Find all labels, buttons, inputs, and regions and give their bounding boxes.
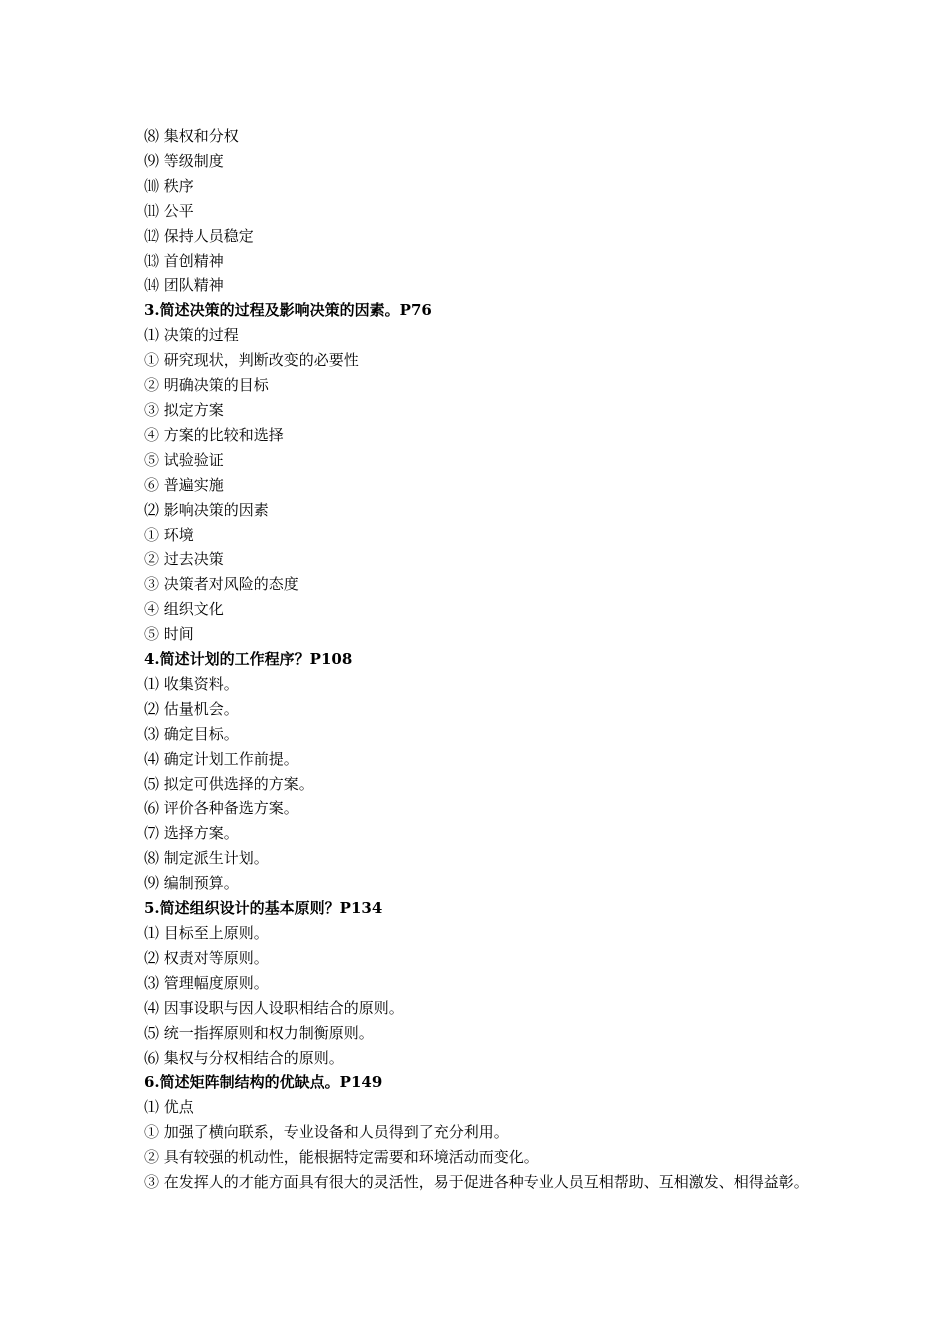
list-item: ⑴ 目标至上原则。 — [144, 924, 269, 942]
list-item: ⒁ 团队精神 — [144, 276, 224, 295]
list-item: ⑴ 收集资料。 — [144, 674, 239, 693]
question-heading: 5.简述组织设计的基本原则？P134 — [144, 899, 383, 918]
list-item: ⑷ 因事设职与因人设职相结合的原则。 — [144, 998, 404, 1017]
list-item: ⑼ 编制预算。 — [144, 874, 239, 893]
list-item: ① 环境 — [144, 525, 194, 544]
list-item: ⑹ 集权与分权相结合的原则。 — [144, 1048, 344, 1067]
list-item: ⑵ 影响决策的因素 — [144, 500, 269, 519]
list-item: ⑷ 确定计划工作前提。 — [144, 749, 299, 768]
list-item: ⑤ 时间 — [144, 625, 194, 644]
document-page — [144, 124, 816, 1195]
list-item: ⑾ 公平 — [144, 201, 194, 220]
list-item: ② 明确决策的目标 — [144, 376, 269, 395]
list-item: ⑻ 制定派生计划。 — [144, 849, 269, 868]
list-item: ⒀ 首创精神 — [144, 251, 224, 270]
list-item: ① 研究现状，判断改变的必要性 — [144, 351, 359, 370]
list-item: ② 具有较强的机动性，能根据特定需要和环境活动而变化。 — [144, 1148, 539, 1167]
list-item: ⑹ 评价各种备选方案。 — [144, 799, 299, 818]
list-item: ⑸ 拟定可供选择的方案。 — [144, 774, 314, 793]
question-heading: 3.简述决策的过程及影响决策的因素。P76 — [144, 301, 432, 320]
list-item: ⑶ 管理幅度原则。 — [144, 973, 269, 992]
list-item: ④ 方案的比较和选择 — [144, 425, 284, 444]
list-item: ⑶ 确定目标。 — [144, 724, 239, 743]
list-item: ⑥ 普遍实施 — [144, 475, 224, 494]
list-item: ⑼ 等级制度 — [144, 151, 224, 170]
list-item: ⑴ 优点 — [144, 1098, 194, 1117]
list-item: ⑤ 试验验证 — [144, 450, 224, 469]
question-heading: 6.简述矩阵制结构的优缺点。P149 — [144, 1073, 383, 1092]
list-item: ④ 组织文化 — [144, 600, 224, 619]
list-item: ② 过去决策 — [144, 550, 224, 569]
list-item: ⑵ 估量机会。 — [144, 699, 239, 718]
list-item: ① 加强了横向联系，专业设备和人员得到了充分利用。 — [144, 1123, 509, 1142]
list-item: ⑽ 秩序 — [144, 176, 194, 195]
list-item: ⑴ 决策的过程 — [144, 326, 239, 345]
list-item: ③ 在发挥人的才能方面具有很大的灵活性，易于促进各种专业人员互相帮助、互相激发、相得益彰。 — [144, 1173, 809, 1192]
list-item: ⑻ 集权和分权 — [144, 127, 239, 145]
list-item: ③ 拟定方案 — [144, 400, 224, 419]
list-item: ③ 决策者对风险的态度 — [144, 575, 299, 594]
list-item: ⑵ 权责对等原则。 — [144, 948, 269, 967]
list-item: ⑺ 选择方案。 — [144, 824, 239, 843]
list-item: ⑿ 保持人员稳定 — [144, 226, 254, 245]
list-item: ⑸ 统一指挥原则和权力制衡原则。 — [144, 1023, 374, 1042]
question-heading: 4.简述计划的工作程序？P108 — [144, 650, 353, 669]
